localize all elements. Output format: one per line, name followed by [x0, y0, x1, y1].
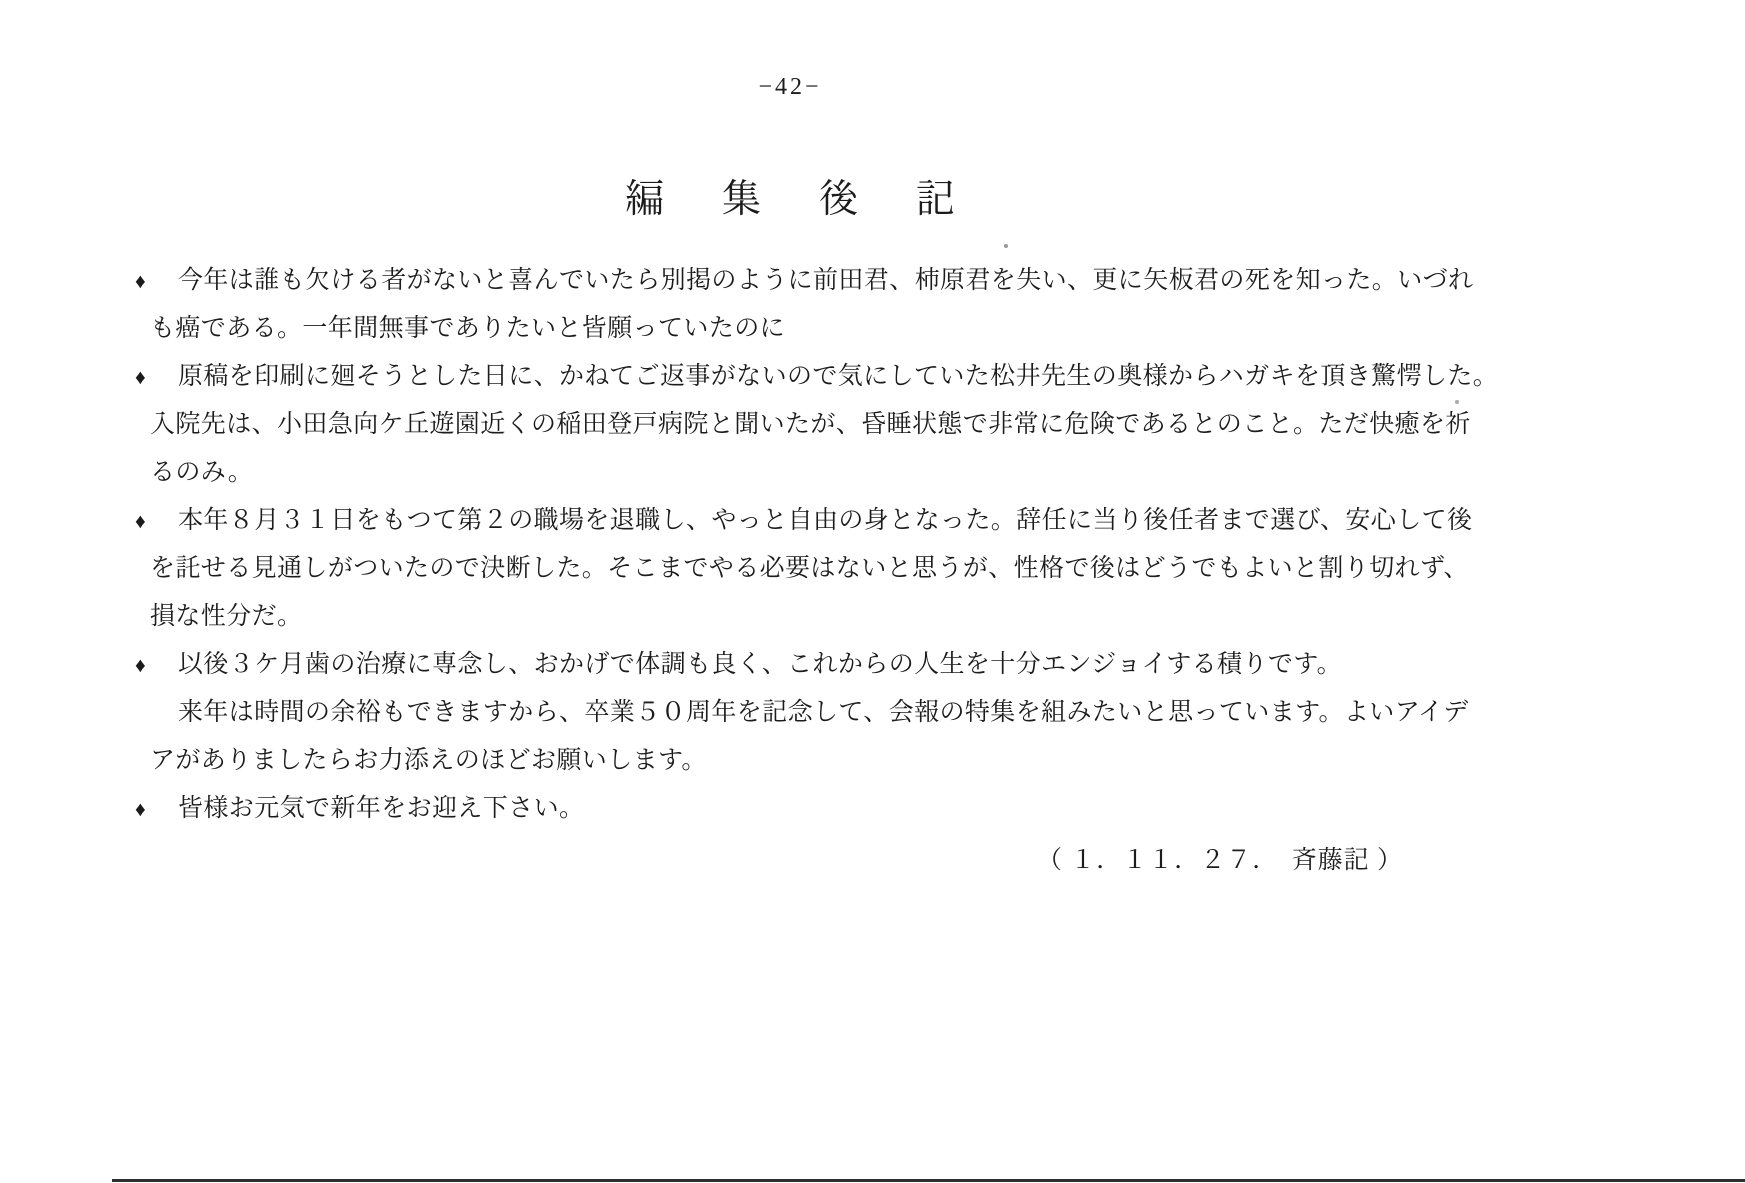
text-line: るのみ。 — [150, 459, 254, 486]
diamond-bullet-icon: ♦ — [135, 365, 146, 389]
scan-artifact-bottom-edge — [112, 1179, 1745, 1182]
title-char: 記 — [916, 178, 956, 221]
page-title — [135, 168, 1445, 224]
text-line: 入院先は、小田急向ケ丘遊園近くの稲田登戸病院と聞いたが、昏睡状態で非常に危険であるとのこと。ただ快癒を祈 — [150, 411, 1471, 438]
text-line: 来年は時間の余裕もできますから、卒業５０周年を記念して、会報の特集を組みたいと思っています。よいアイデ — [178, 699, 1469, 726]
editorial-note-item — [135, 497, 1473, 641]
note-paragraphs — [150, 353, 1499, 497]
text-line: 本年８月３１日をもつて第２の職場を退職し、やっと自由の身となった。辞任に当り後任者まで選び、安心して後 — [178, 507, 1473, 534]
note-paragraphs — [150, 641, 1469, 785]
text-line: 今年は誰も欠ける者がないと喜んでいたら別掲のように前田君、柿原君を失い、更に矢板君の死を知った。いづれ — [178, 267, 1474, 294]
editorial-notes-list — [135, 257, 1499, 833]
title-char: 後 — [819, 178, 859, 221]
scan-speck — [1455, 400, 1459, 404]
text-line: 以後３ケ月歯の治療に専念し、おかげで体調も良く、これからの人生を十分エンジョイする積りです。 — [178, 651, 1343, 678]
text-line: 損な性分だ。 — [150, 603, 303, 630]
editorial-note-item — [135, 785, 1445, 833]
diamond-bullet-icon: ♦ — [135, 509, 146, 533]
text-line: も癌である。一年間無事でありたいと皆願っていたのに — [150, 315, 786, 342]
note-paragraphs — [150, 785, 1445, 833]
document-content-column — [135, 0, 1499, 1183]
editorial-note-item — [135, 641, 1469, 785]
editorial-note-item — [135, 257, 1474, 353]
diamond-bullet-icon: ♦ — [135, 269, 146, 293]
text-line: を託せる見通しがついたので決断した。そこまでやる必要はないと思うが、性格で後はどうでもよいと割り切れず、 — [150, 555, 1469, 582]
editorial-note-item — [135, 353, 1499, 497]
scan-speck — [1004, 244, 1008, 248]
title-char: 集 — [721, 178, 761, 221]
diamond-bullet-icon: ♦ — [135, 653, 146, 677]
text-line: 原稿を印刷に廻そうとした日に、かねてご返事がないので気にしていた松井先生の奥様からハガキを頂き驚愕した。 — [178, 363, 1499, 390]
page-number: −42− — [758, 74, 822, 100]
signature: （ １．１１．２７． 斉藤記 ） — [1036, 847, 1403, 874]
text-line: 皆様お元気で新年をお迎え下さい。 — [178, 795, 585, 822]
diamond-bullet-icon: ♦ — [135, 797, 146, 821]
title-char: 編 — [624, 178, 664, 221]
note-paragraphs — [150, 257, 1474, 353]
text-line: アがありましたらお力添えのほどお願いします。 — [150, 747, 707, 774]
note-paragraphs — [150, 497, 1473, 641]
